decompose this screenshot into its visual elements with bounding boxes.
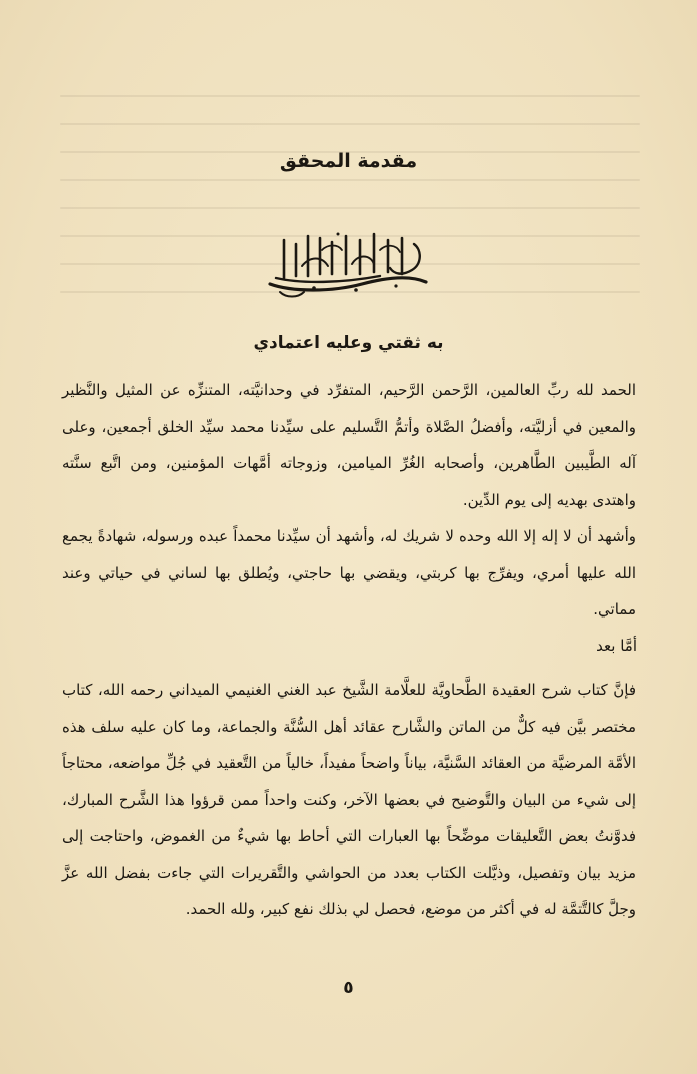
paragraph-introduction: فإنَّ كتاب شرح العقيدة الطَّحاويَّة للعلَّامة الشَّيخ عبد الغني الغنيمي الميداني رحمه الله، كتاب مختصر بيَّن فيه كلٌّ من الماتن والشَّارح عقائد أهل السُّنَّة والجماعة، وما كان عليه سلف هذه الأمَّة المرضيَّة من العقائد السَّنيَّة، بياناً واضحاً مفيداً، خالياً من التَّعقيد في جُلِّ مواضعه، محتاجاً إلى شيء من البيان والتَّوضيح في بعضها الآخر، وكنت واحداً ممن قرؤوا هذا الشَّرح المبارك، فدوَّنتُ بعض التَّعليقات موضِّحاً بها العبارات التي أحاط بها شيءٌ من الغموض، واحتاجت إلى مزيد بيان وتفصيل، وذيَّلت الكتاب بعدد من الحواشي والتَّقريرات التي جاءت بفضل الله عزَّ وجلَّ كالتَّتمَّة له في أكثر من موضع، فحصل لي بذلك نفع كبير، ولله الحمد.: [62, 681, 636, 918]
paragraph-amma-bad: أمَّا بعد: [596, 637, 637, 655]
page-number: ٥: [343, 978, 354, 998]
basmala-calligraphy-graphic: [262, 226, 432, 302]
paragraph-testimony: وأشهد أن لا إله إلا الله وحده لا شريك له، وأشهد أن سيِّدنا محمداً عبده ورسوله، شهادةً يجمع الله عليها أمري، ويفرِّج بها كربتي، ويقضي بها حاجتي، ويُطلق بها لساني في حياتي وعند مماتي.: [62, 527, 636, 618]
page-title: مقدمة المحقق: [279, 150, 418, 172]
paragraph-praise: الحمد لله ربِّ العالمين، الرَّحمن الرَّحيم، المتفرِّد في وحدانيَّته، المتنزِّه عن المثيل والنَّظير والمعين في أزليَّته، وأفضلُ الصَّلاة وأتمُّ التَّسليم على سيِّدنا محمد سيِّد الخلق أجمعين، وعلى آله الطَّيبين الطَّاهرين، وأصحابه الغُرِّ الميامين، وزوجاته أمَّهات المؤمنين، ومن اتَّبع سنَّته واهتدى بهديه إلى يوم الدِّين.: [62, 381, 636, 509]
dedication-line: به ثقتي وعليه اعتمادي: [253, 333, 444, 353]
basmala-calligraphy: [262, 226, 432, 302]
